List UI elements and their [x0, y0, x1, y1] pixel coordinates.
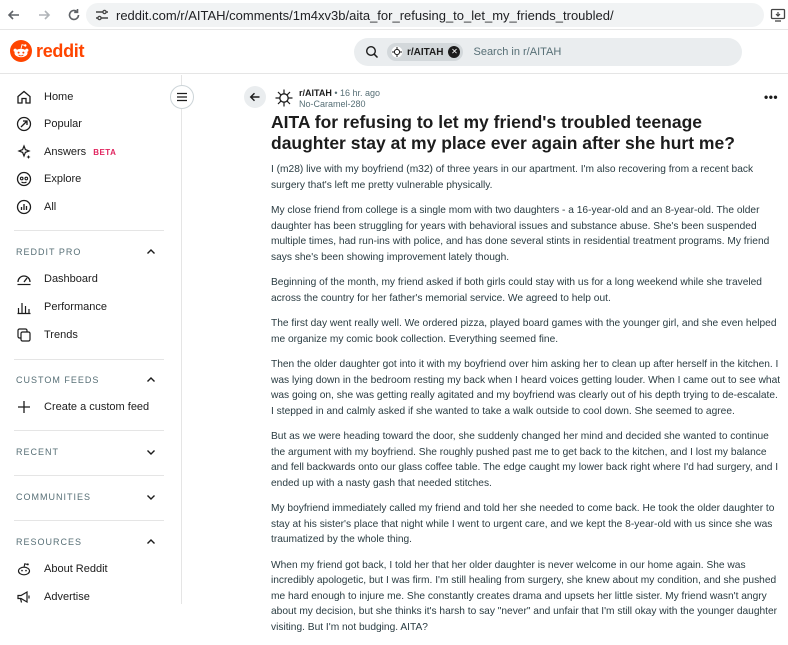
subreddit-avatar[interactable]	[274, 88, 294, 108]
sidebar-item-about-reddit[interactable]: About Reddit	[14, 557, 174, 581]
dashboard-icon	[14, 269, 34, 289]
section-reddit-pro[interactable]: REDDIT PRO	[16, 244, 156, 260]
sidebar-item-all[interactable]: All	[14, 195, 174, 219]
arrow-left-icon	[7, 8, 21, 22]
sidebar-divider	[14, 520, 164, 521]
sidebar-item-answers[interactable]: Answers BETA	[14, 140, 174, 164]
about-icon	[14, 559, 34, 579]
sidebar-divider	[14, 430, 164, 431]
popular-icon	[14, 114, 34, 134]
sidebar-divider	[14, 230, 164, 231]
meta-separator: •	[334, 88, 338, 98]
post-paragraph: But as we were heading toward the door, she suddenly changed her mind and decided she wanted to continue the argument with my boyfriend. She roughly pushed past me to get back to the kitchen, and I lost my balance and fell backwards onto our glass coffee table. The edge caught my lower back right where I'd had surgery, and I ended up with a nasty gash that needed stitches.	[271, 431, 779, 489]
sidebar-item-trends[interactable]: Trends	[14, 323, 174, 347]
site-settings-icon[interactable]	[92, 9, 112, 21]
advertise-icon	[14, 587, 34, 607]
browser-reload-button[interactable]	[63, 4, 85, 26]
search-bar[interactable]	[354, 38, 742, 66]
chevron-up-icon	[146, 375, 156, 385]
chip-close-icon[interactable]: ✕	[448, 46, 460, 58]
menu-icon	[176, 92, 188, 102]
post-paragraph: I (m28) live with my boyfriend (m32) of three years in our apartment. I'm also recovering from a recent back surgery that's left me pretty vulnerable physically.	[271, 164, 754, 191]
chevron-down-icon	[146, 492, 156, 502]
snoo-icon	[10, 40, 32, 62]
post-paragraph: My boyfriend immediately called my friend and told her she needed to come back. He took the older daughter to stay at his sister's place that night while I went to urgent care, and we kept the 8-year-old with us since she was traumatized by the whole thing.	[271, 503, 775, 545]
collapse-sidebar-button[interactable]	[170, 85, 194, 109]
sidebar-item-performance[interactable]: Performance	[14, 295, 174, 319]
reddit-header	[0, 30, 788, 74]
section-recent[interactable]: RECENT	[16, 444, 156, 460]
screen-share-icon[interactable]	[770, 7, 786, 23]
post-paragraph: Beginning of the month, my friend asked if both girls could stay with us for a long weekend while she traveled across the country for her father's memorial service. We agreed to help out.	[271, 277, 762, 304]
sidebar-item-home[interactable]: Home	[14, 85, 174, 109]
post-paragraph: The first day went really well. We ordered pizza, played board games with the younger girl, and she even helped me organize my comic book collection. Everything seemed fine.	[271, 318, 777, 345]
explore-icon	[14, 169, 34, 189]
url-text: reddit.com/r/AITAH/comments/1m4xv3b/aita_for_refusing_to_let_my_friends_troubled/	[116, 7, 614, 23]
post-body	[271, 162, 783, 645]
post-author[interactable]: No-Caramel-280	[299, 99, 366, 109]
search-input[interactable]: Search in r/AITAH	[473, 46, 562, 58]
subreddit-link[interactable]: r/AITAH	[299, 88, 332, 98]
performance-icon	[14, 297, 34, 317]
plus-icon	[14, 397, 34, 417]
back-button[interactable]	[244, 86, 266, 108]
post-paragraph: Then the older daughter got into it with my boyfriend over him asking her to clean up after herself in the kitchen. I was lying down in the bedroom resting my back when I heard voices getting louder. When I came out to see what was going on, she was getting really agitated and my boyfriend was clearly out of his depth trying to de-escalate. I stepped in and calmly asked if she wanted to take a walk outside to cool down. She seemed to agree.	[271, 359, 781, 417]
search-icon	[365, 45, 379, 59]
sidebar-item-advertise[interactable]: Advertise	[14, 585, 174, 609]
section-custom-feeds[interactable]: CUSTOM FEEDS	[16, 372, 156, 388]
sidebar-divider	[14, 359, 164, 360]
chevron-up-icon	[146, 537, 156, 547]
sidebar-item-popular[interactable]: Popular	[14, 112, 174, 136]
subreddit-avatar-icon	[391, 46, 403, 58]
browser-forward-button[interactable]	[33, 4, 55, 26]
section-communities[interactable]: COMMUNITIES	[16, 489, 156, 505]
post-paragraph: My close friend from college is a single mom with two daughters - a 16-year-old and an 8-year-old. The older daughter has been struggling for years with behavioral issues and substance abuse. She's been suspended multiple times, had run-ins with police, and has done several stints in residential treatment programs. My friend says she's been showing improvement lately though.	[271, 205, 770, 263]
browser-back-button[interactable]	[3, 4, 25, 26]
sidebar-item-dashboard[interactable]: Dashboard	[14, 267, 174, 291]
arrow-left-icon	[249, 91, 261, 103]
logo-text: reddit	[36, 40, 85, 61]
reddit-logo[interactable]	[10, 40, 84, 62]
create-custom-feed-button[interactable]: Create a custom feed	[14, 395, 174, 419]
post-meta	[299, 88, 380, 98]
chip-label: r/AITAH	[407, 46, 444, 58]
subreddit-icon	[274, 88, 294, 108]
reload-icon	[67, 8, 81, 22]
trends-icon	[14, 325, 34, 345]
beta-badge: BETA	[93, 147, 117, 157]
answers-icon	[14, 142, 34, 162]
address-bar[interactable]	[86, 3, 764, 27]
post-time: 16 hr. ago	[340, 88, 381, 98]
chevron-up-icon	[146, 247, 156, 257]
home-icon	[14, 87, 34, 107]
sidebar-divider	[14, 475, 164, 476]
chevron-down-icon	[146, 447, 156, 457]
arrow-right-icon	[37, 8, 51, 22]
all-icon	[14, 197, 34, 217]
post-title: AITA for refusing to let my friend's troubled teenage daughter stay at my place ever again after she hurt me?	[271, 112, 735, 153]
subreddit-search-chip	[387, 43, 463, 61]
post-paragraph: When my friend got back, I told her that her older daughter is never welcome in our home again. She was incredibly apologetic, but I was firm. I'm still healing from surgery, she knew about my condition, and she pushed me hard enough to injure me. She constantly creates drama and upsets her little sister. My friend wasn't angry about my decision, but she thinks it's harsh to say "never" and unfair that I'm still okay with the younger daughter visiting. But I'm not budging. AITA?	[271, 559, 778, 633]
section-resources[interactable]: RESOURCES	[16, 534, 156, 550]
more-options-button[interactable]: •••	[764, 90, 779, 104]
left-sidebar	[0, 75, 182, 604]
browser-toolbar	[0, 0, 788, 30]
sidebar-item-explore[interactable]: Explore	[14, 167, 174, 191]
